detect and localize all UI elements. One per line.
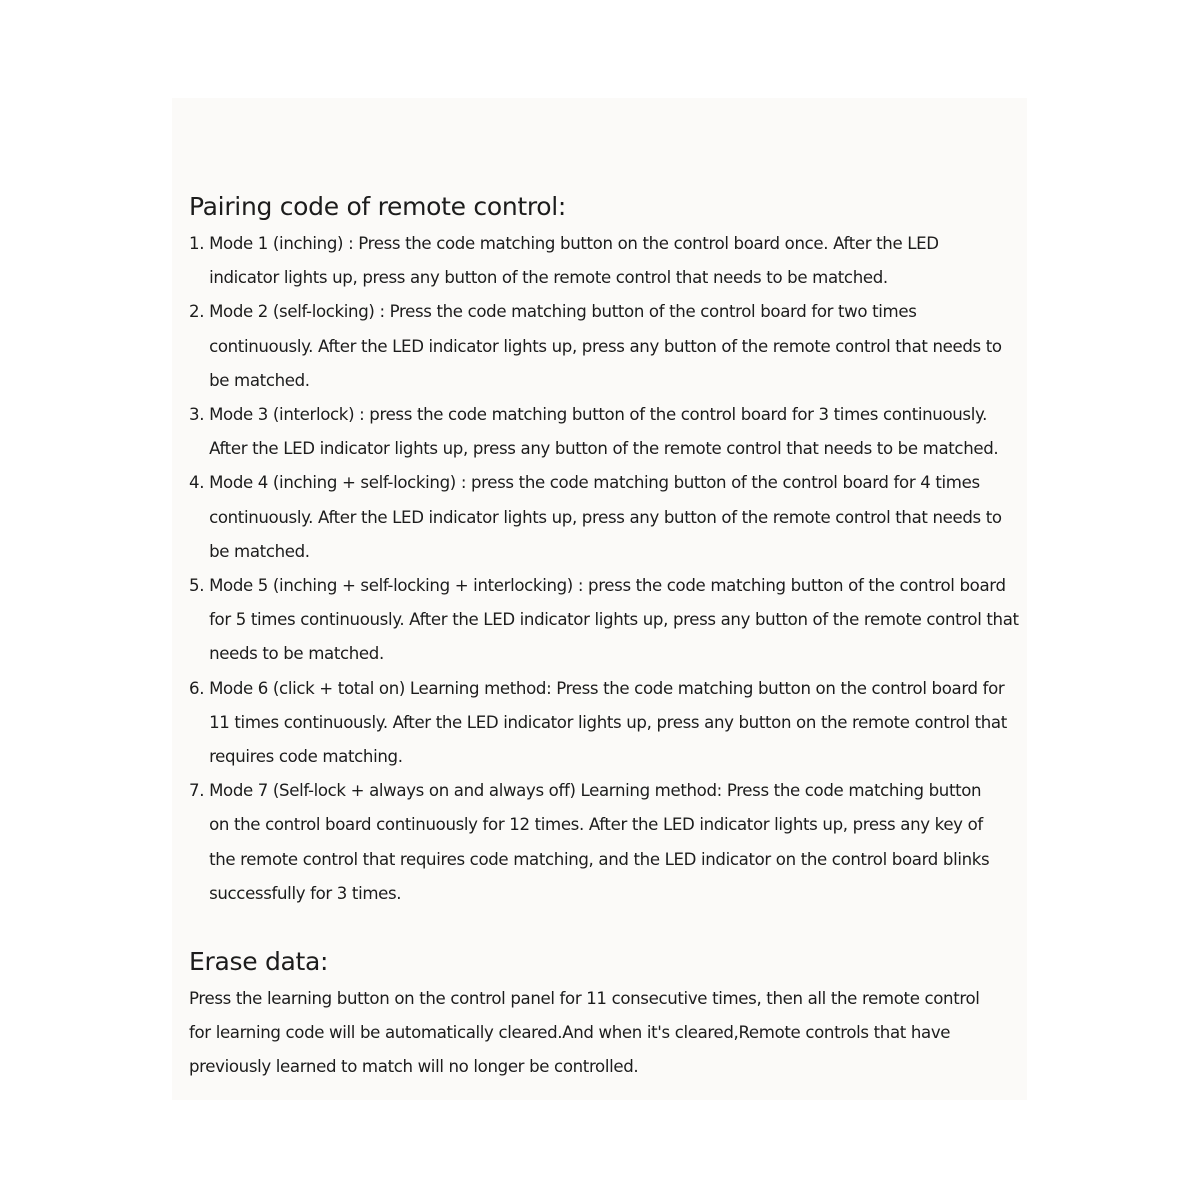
step-number: 4. <box>189 473 210 493</box>
pairing-step-1 <box>189 227 1004 295</box>
erase-text: Press the learning button on the control panel for 11 consecutive times, then all the remote control for learning code will be automatically cleared.And when it's cleared,Remote controls that have previously learned to match will no longer be controlled. <box>189 989 980 1077</box>
pairing-heading: Pairing code of remote control: <box>189 192 567 221</box>
pairing-step-5 <box>189 569 1021 672</box>
document-content <box>189 190 1029 1085</box>
step-number: 7. <box>189 781 210 801</box>
step-number: 1. <box>189 234 210 253</box>
step-text: Mode 2 (self-locking) : Press the code matching button of the control board for two times continuously. After the LED indicator lights up, press any button of the remote control that needs to be matched. <box>209 302 1002 390</box>
step-number: 3. <box>189 405 210 425</box>
pairing-step-3 <box>189 398 1019 466</box>
pairing-step-6 <box>189 672 1019 775</box>
step-text: Mode 5 (inching + self-locking + interlocking) : press the code matching button of the control board for 5 times continuously. After the LED indicator lights up, press any button of the remote control that needs to be matched. <box>209 576 1019 664</box>
erase-heading: Erase data: <box>189 947 329 977</box>
step-text: Mode 1 (inching) : Press the code matching button on the control board once. After the LED indicator lights up, press any button of the remote control that needs to be matched. <box>209 234 939 288</box>
step-text: Mode 7 (Self-lock + always on and always off) Learning method: Press the code matching button on the control board continuously for 12 times. After the LED indicator lights up, press any key of the remote control that requires code matching, and the LED indicator on the control board blinks successfully for 3 times. <box>209 781 990 903</box>
step-text: Mode 4 (inching + self-locking) : press the code matching button of the control board for 4 times continuously. After the LED indicator lights up, press any button of the remote control that needs to be matched. <box>209 473 1002 561</box>
pairing-steps-list <box>189 227 1029 911</box>
pairing-step-4 <box>189 466 1004 569</box>
pairing-step-2 <box>189 295 1019 398</box>
step-number: 6. <box>189 678 210 698</box>
pairing-step-7 <box>189 774 994 911</box>
step-number: 2. <box>189 302 210 322</box>
step-number: 5. <box>189 576 210 596</box>
step-text: Mode 3 (interlock) : press the code matching button of the control board for 3 times continuously. After the LED indicator lights up, press any button of the remote control that needs to be matched. <box>209 405 999 459</box>
step-text: Mode 6 (click + total on) Learning method: Press the code matching button on the control board for 11 times continuously. After the LED indicator lights up, press any button on the remote control that requires code matching. <box>209 678 1007 767</box>
